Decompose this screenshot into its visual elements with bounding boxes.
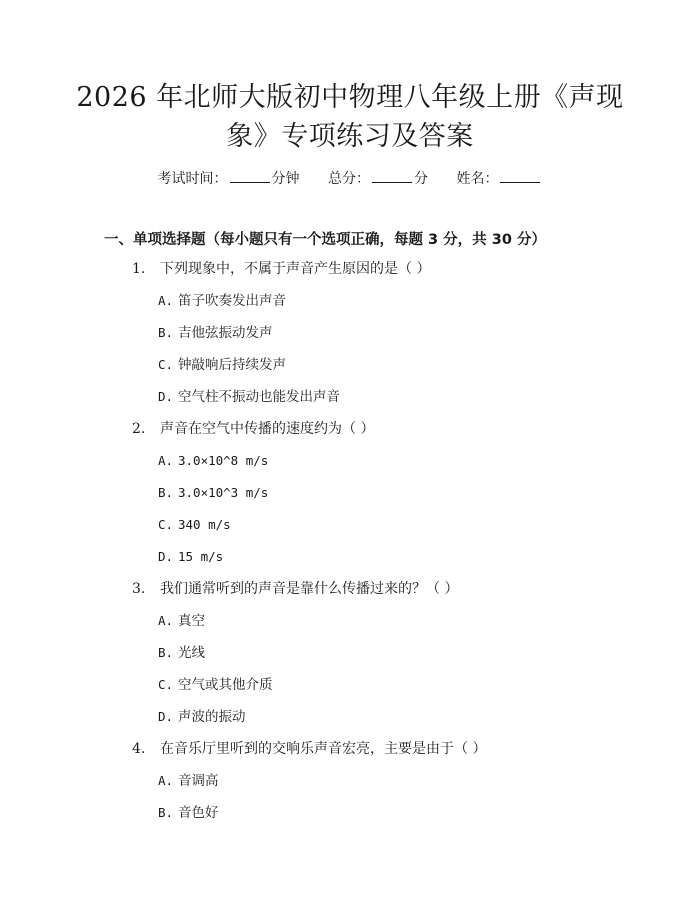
question-item [0,259,700,419]
exam-time-blank [230,168,270,183]
question-item [0,579,700,739]
option-text: 光线 [178,645,205,661]
option-text: 15 m/s [178,549,224,564]
exam-time-unit: 分钟 [271,171,300,187]
option-letter: D. [158,709,174,724]
option-item [0,547,700,579]
student-name-blank [500,168,540,183]
question-stem [0,579,700,611]
option-item [0,451,700,483]
question-number: 2. [132,421,146,437]
option-text: 吉他弦振动发声 [178,325,273,341]
option-letter: A. [158,293,174,308]
option-text: 音色好 [178,805,219,821]
question-item [0,419,700,579]
exam-time-field [158,168,300,189]
option-letter: C. [158,517,174,532]
option-letter: D. [158,549,174,564]
option-item [0,291,700,323]
student-name-field [456,168,542,189]
option-letter: A. [158,613,174,628]
question-text: 在音乐厅里听到的交响乐声音宏亮，主要是由于（ ） [160,741,487,757]
question-list [0,259,700,835]
option-text: 笛子吹奏发出声音 [178,293,286,309]
question-text: 我们通常听到的声音是靠什么传播过来的？（ ） [160,581,459,597]
option-item [0,675,700,707]
option-text: 3.0×10^8 m/s [178,453,269,468]
option-text: 空气柱不振动也能发出声音 [178,389,340,405]
option-item [0,771,700,803]
question-stem [0,739,700,771]
option-text: 3.0×10^3 m/s [178,485,269,500]
option-text: 340 m/s [178,517,231,532]
option-text: 真空 [178,613,205,629]
option-item [0,707,700,739]
section-title: 一、单项选择题（每小题只有一个选项正确，每题 3 分，共 30 分） [104,232,546,248]
option-letter: C. [158,677,174,692]
option-letter: A. [158,773,174,788]
option-item [0,611,700,643]
title-line-1: 2026 年北师大版初中物理八年级上册《声现 [76,82,624,113]
option-text: 空气或其他介质 [178,677,273,693]
total-score-field [328,168,428,189]
option-text: 声波的振动 [178,709,246,725]
total-score-label: 总分： [328,171,370,187]
option-letter: B. [158,325,174,340]
option-letter: C. [158,357,174,372]
option-letter: B. [158,645,174,660]
total-score-unit: 分 [414,171,428,187]
question-stem [0,419,700,451]
option-item [0,355,700,387]
option-letter: D. [158,389,174,404]
exam-time-label: 考试时间： [157,171,228,187]
option-item [0,387,700,419]
option-item [0,803,700,835]
question-number: 4. [132,741,146,757]
option-item [0,515,700,547]
question-text: 下列现象中，不属于声音产生原因的是（ ） [160,261,431,277]
question-text: 声音在空气中传播的速度约为（ ） [160,421,375,437]
total-score-blank [372,168,412,183]
option-item [0,643,700,675]
exam-meta-line [0,168,700,189]
title-line-2: 象》专项练习及答案 [226,121,474,152]
option-item [0,323,700,355]
option-letter: B. [158,805,174,820]
option-text: 钟敲响后持续发声 [178,357,286,373]
option-letter: A. [158,453,174,468]
question-number: 3. [132,581,146,597]
question-stem [0,259,700,291]
document-title [60,78,640,156]
student-name-label: 姓名： [456,171,499,187]
question-item [0,739,700,835]
option-letter: B. [158,485,174,500]
question-number: 1. [132,261,146,277]
option-text: 音调高 [178,773,219,789]
option-item [0,483,700,515]
